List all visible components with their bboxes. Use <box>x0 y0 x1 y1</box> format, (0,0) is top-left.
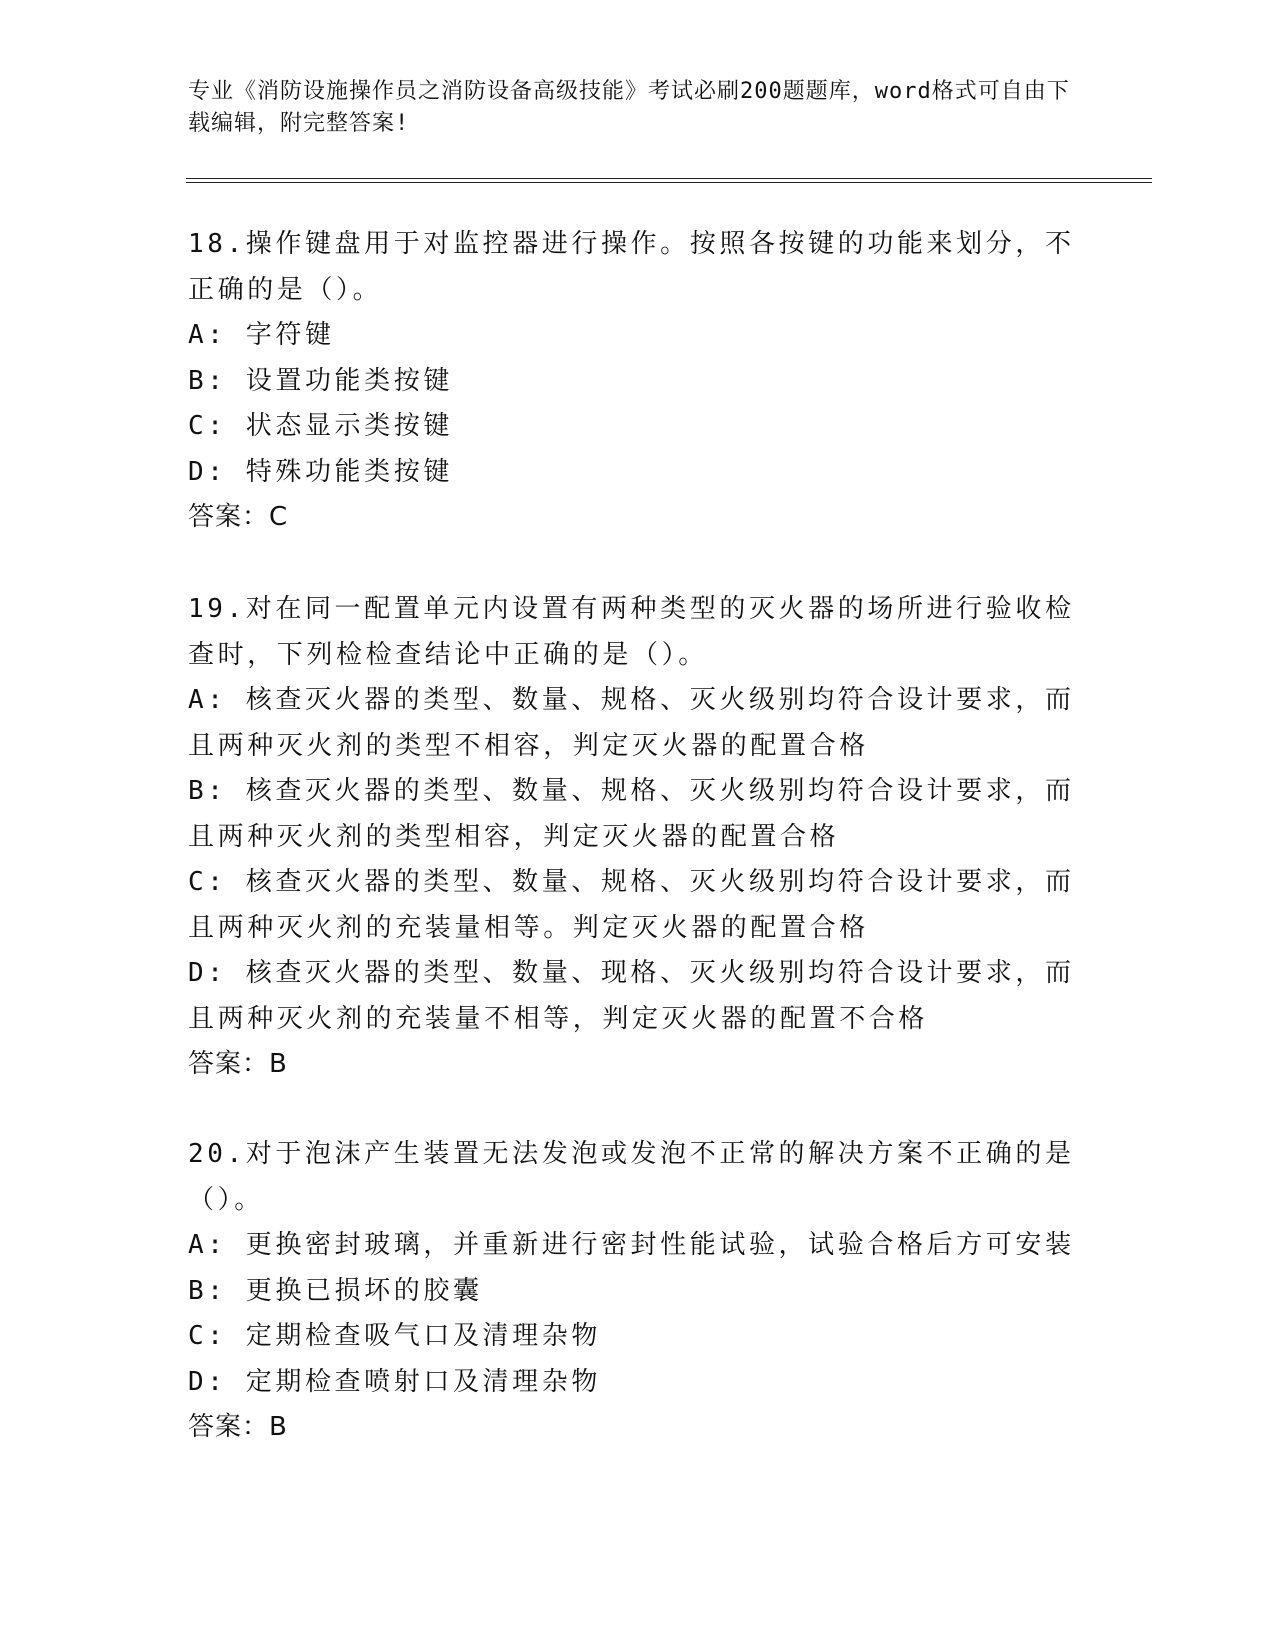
question-18 <box>188 222 1088 541</box>
option-d: D: 定期检查喷射口及清理杂物 <box>188 1366 601 1397</box>
option-a: A: 核查灭火器的类型、数量、规格、灭火级别均符合设计要求，而且两种灭火剂的类型不相容，判定灭火器的配置合格 <box>188 685 1075 761</box>
answer: 答案：C <box>188 502 289 532</box>
answer: 答案：B <box>188 1049 288 1079</box>
option-c: C: 定期检查吸气口及清理杂物 <box>188 1321 601 1351</box>
question-stem: 20.对于泡沫产生装置无法发泡或发泡不正常的解决方案不正确的是（）。 <box>188 1139 1075 1215</box>
option-c: C: 状态显示类按键 <box>188 411 453 441</box>
question-stem: 19.对在同一配置单元内设置有两种类型的灭火器的场所进行验收检查时，下列检检查结论中正确的是（）。 <box>188 594 1075 670</box>
question-stem: 18.操作键盘用于对监控器进行操作。按照各按键的功能来划分，不正确的是（）。 <box>188 229 1075 305</box>
option-b: B: 核查灭火器的类型、数量、规格、灭火级别均符合设计要求，而且两种灭火剂的类型相容，判定灭火器的配置合格 <box>188 776 1075 852</box>
header-divider <box>186 178 1152 183</box>
answer: 答案：B <box>188 1412 288 1442</box>
question-19 <box>188 587 1088 1088</box>
document-header: 专业《消防设施操作员之消防设备高级技能》考试必刷200题题库，word格式可自由下载编辑，附完整答案! <box>188 79 1070 136</box>
question-20 <box>188 1132 1088 1451</box>
option-a: A: 字符键 <box>188 320 335 350</box>
option-d: D: 核查灭火器的类型、数量、现格、灭火级别均符合设计要求，而且两种灭火剂的充装量不相等，判定灭火器的配置不合格 <box>188 958 1075 1034</box>
option-a: A: 更换密封玻璃，并重新进行密封性能试验，试验合格后方可安装 <box>188 1230 1075 1260</box>
option-b: B: 设置功能类按键 <box>188 365 453 396</box>
option-c: C: 核查灭火器的类型、数量、规格、灭火级别均符合设计要求，而且两种灭火剂的充装量相等。判定灭火器的配置合格 <box>188 867 1075 943</box>
option-b: B: 更换已损坏的胶囊 <box>188 1275 483 1306</box>
option-d: D: 特殊功能类按键 <box>188 456 453 487</box>
